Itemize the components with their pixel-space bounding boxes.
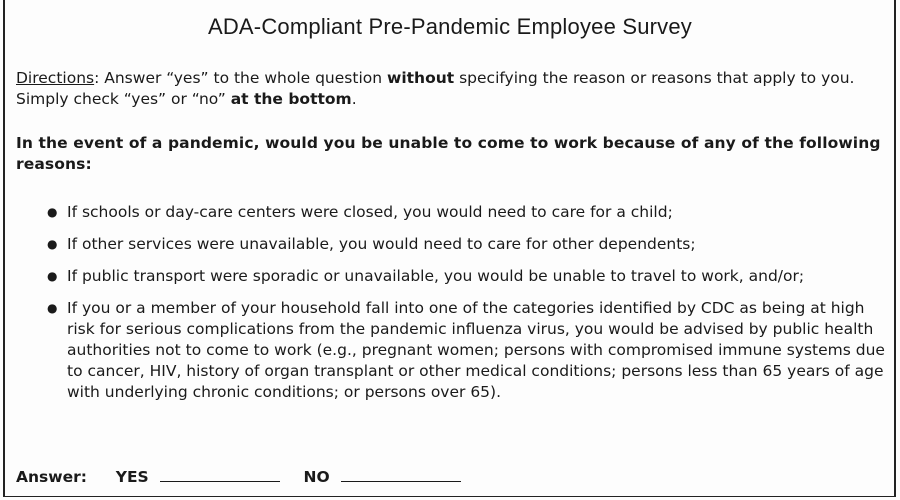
directions-text-3: .: [351, 90, 357, 108]
directions-text-1: : Answer “yes” to the whole question: [94, 69, 387, 87]
no-label: NO: [303, 468, 330, 486]
bullet-icon: ●: [47, 205, 58, 219]
answer-label: Answer:: [16, 468, 87, 486]
reason-text: If you or a member of your household fall into one of the categories identified by CDC as being at high risk for serious complications from the pandemic influenza virus, you would be advised by public health authorities not to come to work (e.g., pregnant women; persons with compromised immune systems due to cancer, HIV, history of organ transplant or other medical conditions; persons less than 65 years of age with underlying chronic conditions; or persons over 65).: [67, 299, 885, 401]
list-item: [45, 298, 888, 403]
directions-text-2: specifying the reason or reasons that apply to you. Simply check “yes” or “no”: [16, 69, 855, 108]
directions-emphasis-bottom: at the bottom: [230, 90, 352, 108]
reason-text: If other services were unavailable, you would need to care for other dependents;: [67, 235, 696, 253]
directions-paragraph: [16, 68, 888, 110]
bullet-icon: ●: [47, 269, 58, 283]
list-item: [45, 266, 888, 287]
bullet-icon: ●: [47, 301, 58, 315]
yes-label: YES: [115, 468, 149, 486]
yes-answer-blank[interactable]: [160, 466, 280, 482]
directions-label: Directions: [16, 69, 95, 87]
list-item: [45, 202, 888, 223]
reasons-list: [45, 202, 888, 414]
reason-text: If schools or day-care centers were closed, you would need to care for a child;: [67, 203, 673, 221]
survey-question: In the event of a pandemic, would you be unable to come to work because of any of the following reasons:: [16, 134, 881, 173]
no-answer-blank[interactable]: [341, 466, 461, 482]
reason-text: If public transport were sporadic or unavailable, you would be unable to travel to work, and/or;: [67, 267, 805, 285]
bullet-icon: ●: [47, 237, 58, 251]
page-title: ADA-Compliant Pre-Pandemic Employee Survey: [207, 14, 693, 39]
answer-row: [16, 466, 479, 488]
directions-emphasis-without: without: [387, 69, 455, 87]
list-item: [45, 234, 888, 255]
